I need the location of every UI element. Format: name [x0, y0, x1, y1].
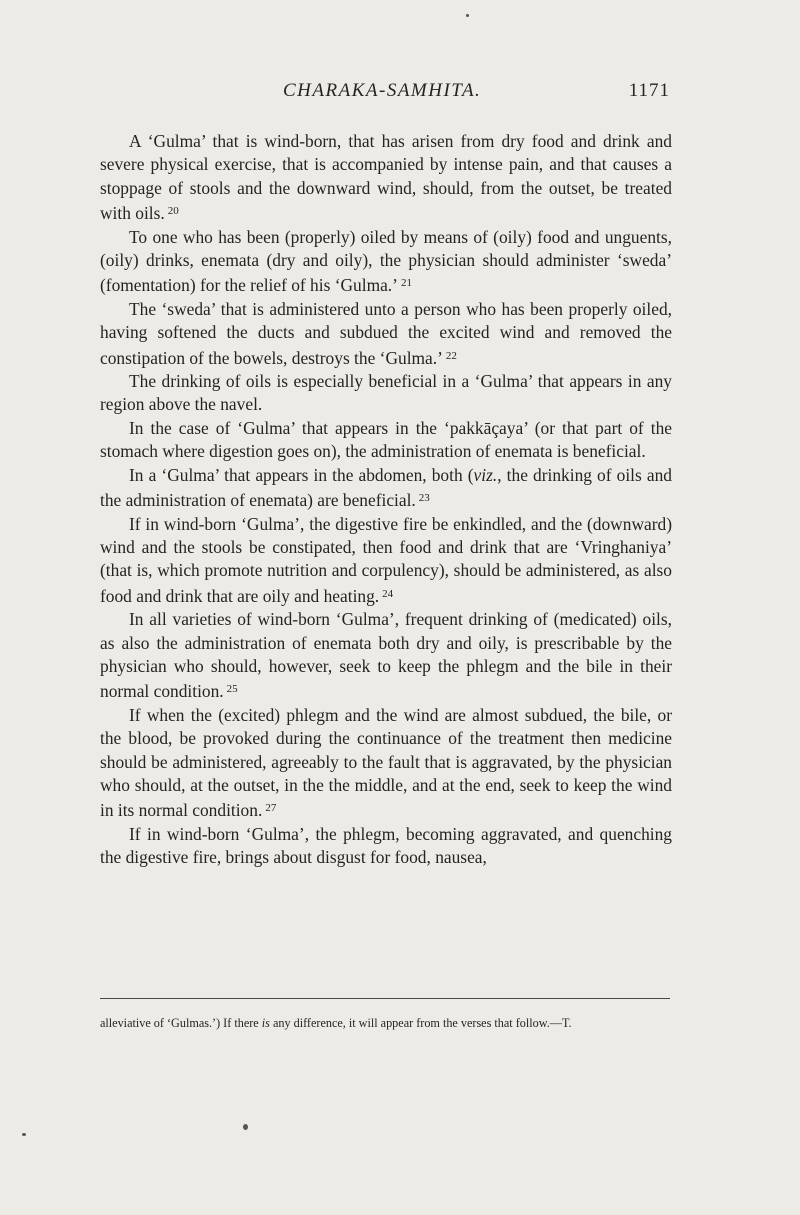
footnote-text-part: any difference, it will appear from the verses that follow.—T. [269, 1016, 572, 1030]
paragraph-text: In the case of ‘Gulma’ that appears in the ‘pakkāçaya’ (or that part of the stomach where digestion goes on), the administration of enemata is beneficial. [100, 417, 672, 462]
paragraph-text: In all varieties of wind-born ‘Gulma’, frequent drinking of (medicated) oils, as also the administration of enemata both dry and oily, is prescribable by the physician who should, however, seek to keep the phlegm and the bile in their normal condition. [100, 609, 672, 702]
footnote-rule [100, 998, 670, 999]
paragraph-text: , the drinking of oils and the administration of enemata) are beneficial. [100, 464, 672, 511]
paragraph-text: In a ‘Gulma’ that appears in the abdomen, both ( [129, 464, 474, 485]
page-number: 1171 [628, 80, 670, 101]
footnote-italic: is [261, 1016, 270, 1030]
verse-number: 24 [382, 587, 394, 600]
paragraph-text: If when the (excited) phlegm and the wind are almost subdued, the bile, or the blood, be provoked during the continuance of the treatment then medicine should be administered, agreeably to the fault that is aggravated, by the physician who should, at the outset, in the the middle, and at the end, seek to keep the wind in its normal condition. [100, 704, 672, 821]
verse-number: 20 [167, 205, 179, 218]
footnote-text-part: alleviative of ‘Gulmas.’) If there [100, 1016, 262, 1030]
paragraph-text: A ‘Gulma’ that is wind-born, that has arisen from dry food and drink and severe physical exercise, that is accompanied by intense pain, and that causes a stoppage of stools and the downward wind, should, from the outset, be treated with oils. [100, 131, 672, 224]
paragraph [100, 464, 672, 513]
paragraph [100, 417, 672, 464]
paragraph-text: If in wind-born ‘Gulma’, the digestive fire be enkindled, and the (downward) wind and the stools be constipated, then food and drink that are ‘Vringhaniya’ (that is, which promote nutrition and corpulency), should be administered, as also food and drink that are oily and heating. [100, 513, 672, 606]
paragraph [100, 704, 672, 823]
paragraph [100, 513, 672, 609]
ink-speck [22, 1133, 26, 1136]
paragraph-text: If in wind-born ‘Gulma’, the phlegm, becoming aggravated, and quenching the digestive fire, brings about disgust for food, nausea, [100, 823, 672, 868]
paragraph [100, 608, 672, 704]
footnote-text [100, 1013, 672, 1033]
footnote [100, 1013, 672, 1033]
verse-number: 21 [400, 277, 412, 290]
paragraph [100, 370, 672, 417]
italic-term: viz. [473, 464, 498, 485]
verse-number: 22 [445, 349, 457, 362]
page-header [100, 80, 670, 110]
paragraph-text: To one who has been (properly) oiled by means of (oily) food and unguents, (oily) drinks, enemata (dry and oily), the physician should administer ‘sweda’ (fomentation) for the relief of his ‘Gulma.’ [100, 226, 672, 296]
paragraph [100, 823, 672, 870]
verse-number: 23 [418, 492, 430, 505]
paragraph [100, 130, 672, 226]
ink-speck [466, 14, 469, 17]
verse-number: 27 [265, 802, 277, 815]
running-title: CHARAKA-SAMHITA. [283, 80, 482, 101]
body-text [100, 130, 672, 870]
paragraph [100, 226, 672, 298]
verse-number: 25 [226, 683, 238, 696]
paragraph [100, 298, 672, 370]
paragraph-text: The ‘sweda’ that is administered unto a person who has been properly oiled, having softened the ducts and subdued the excited wind and removed the constipation of the bowels, destroys the ‘Gulma.’ [100, 298, 672, 368]
ink-speck [243, 1124, 248, 1130]
paragraph-text: The drinking of oils is especially beneficial in a ‘Gulma’ that appears in any region above the navel. [100, 371, 672, 415]
